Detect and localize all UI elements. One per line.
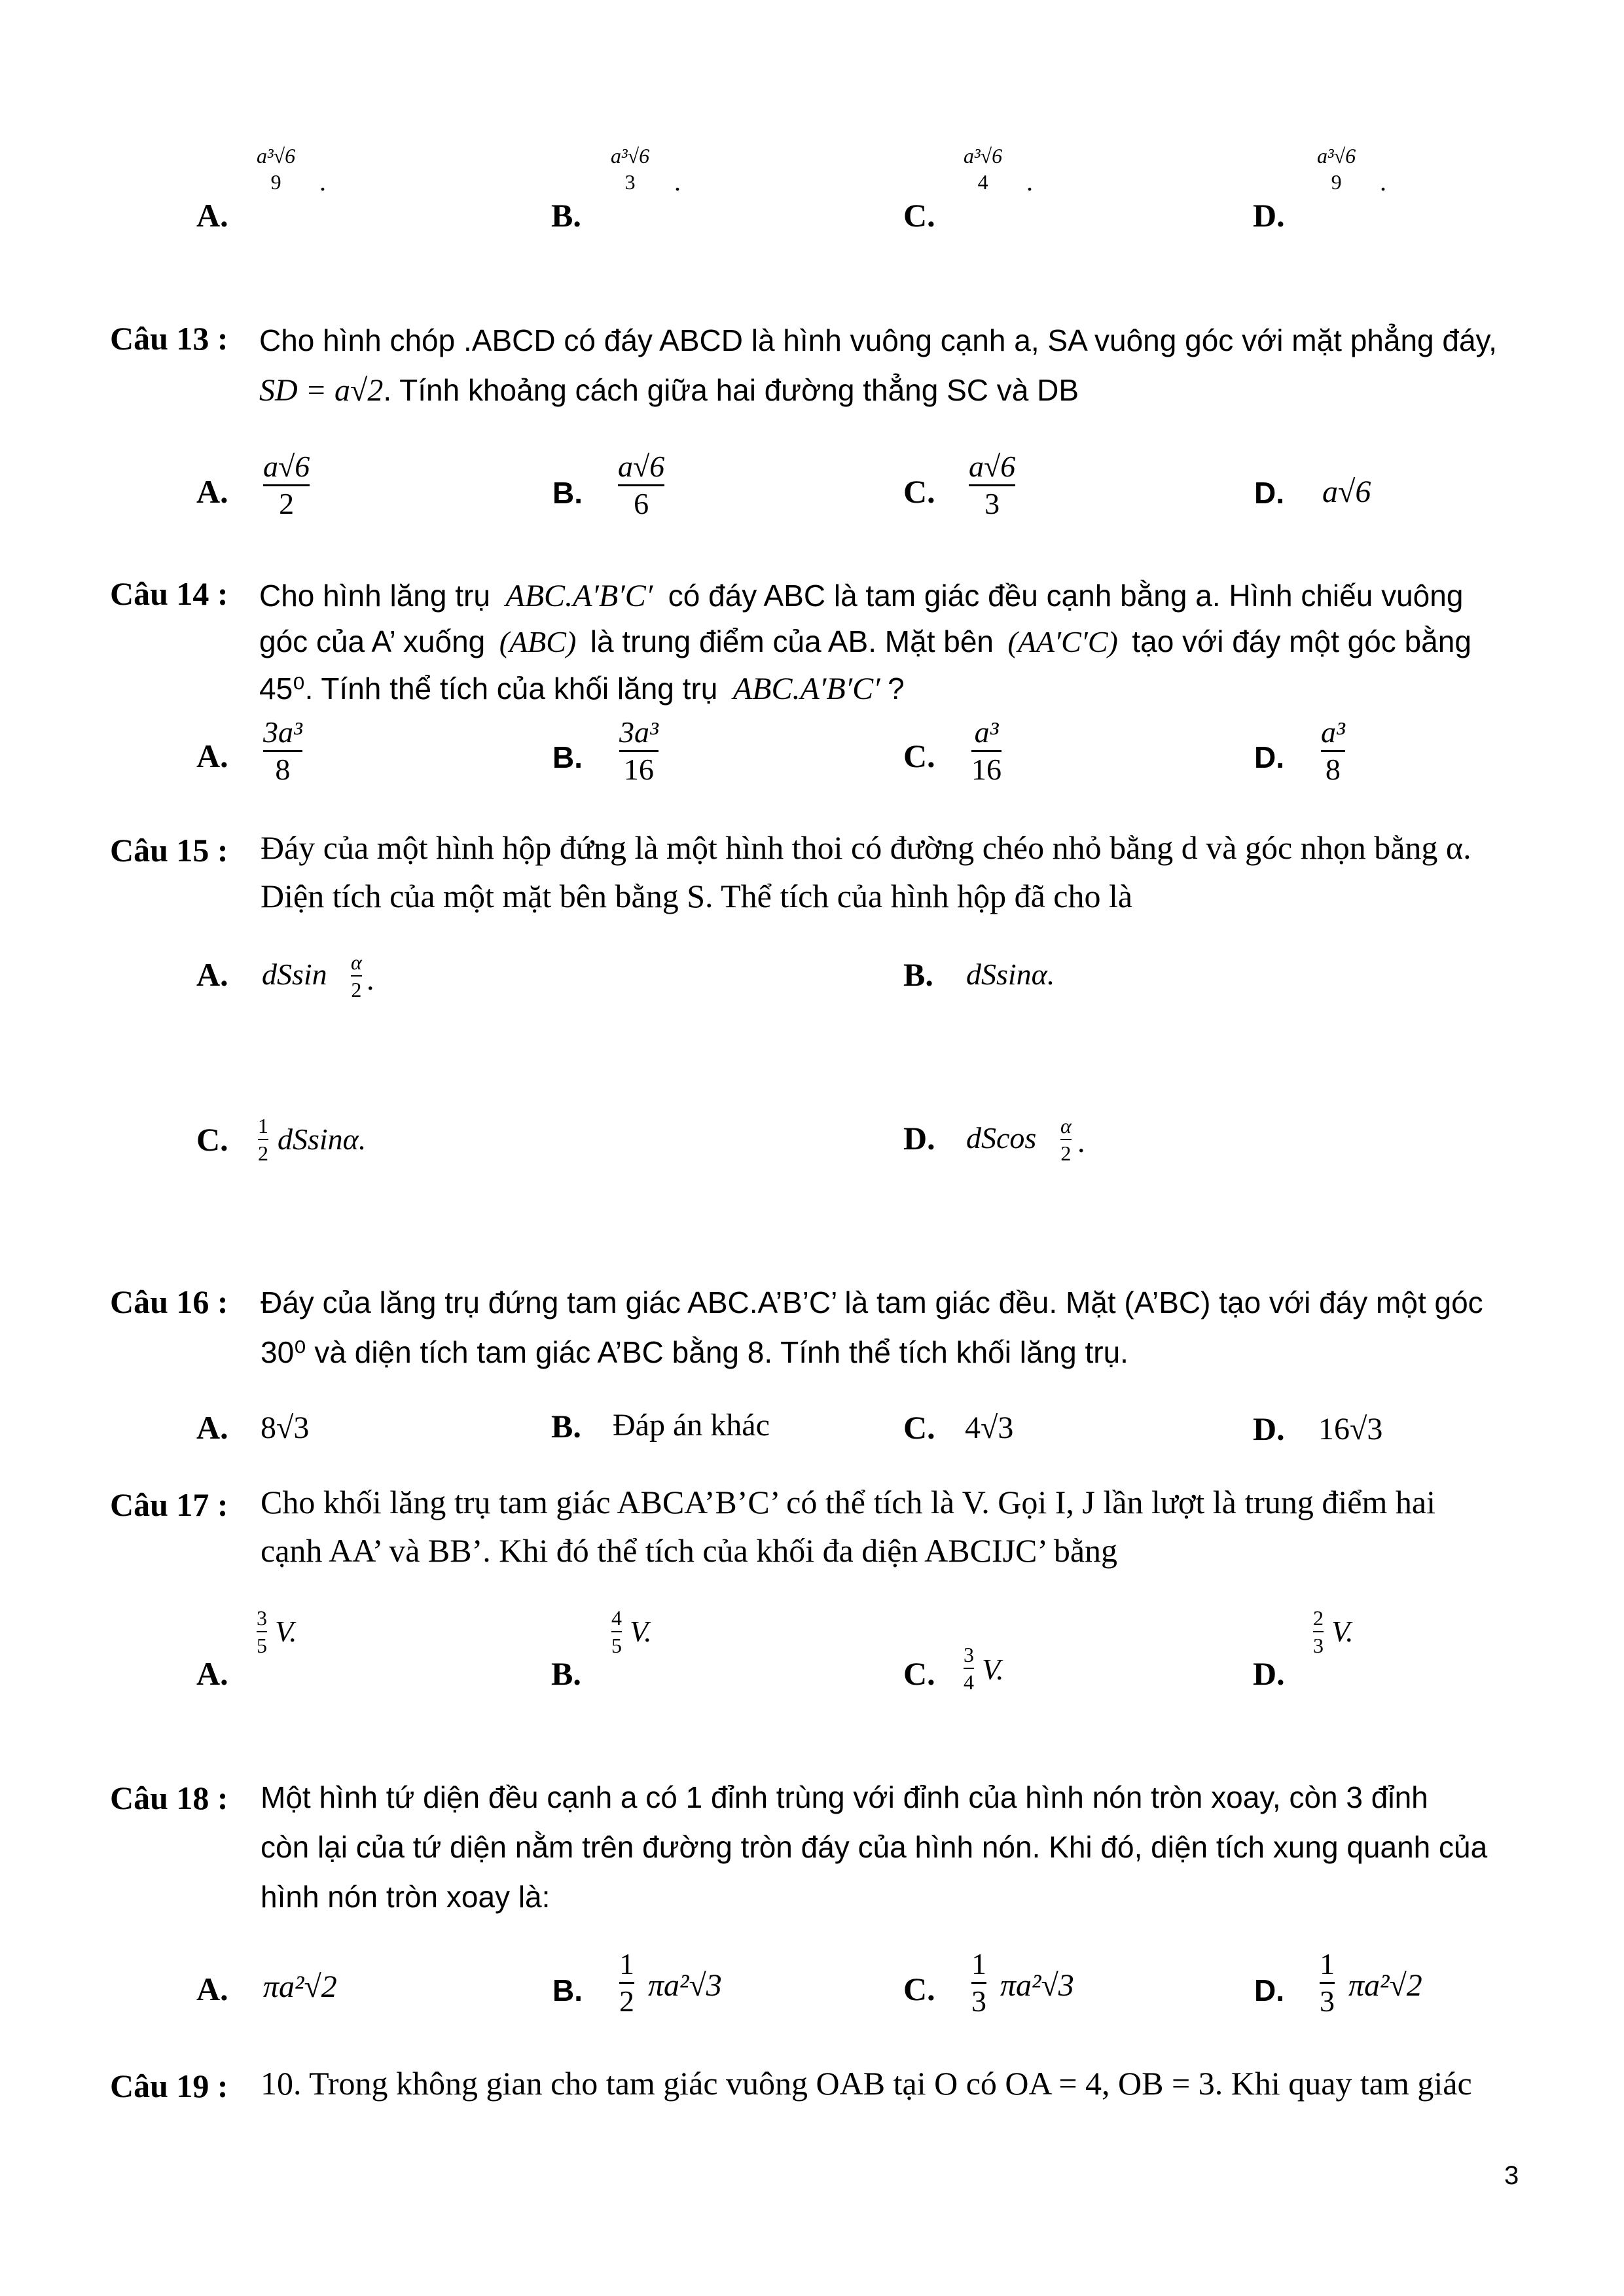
q15-option-b-value: dSsinα. xyxy=(966,958,1055,991)
q13-text-line1: Cho hình chóp .ABCD có đáy ABCD là hình vuông cạnh a, SA vuông góc với mặt phẳng đáy, xyxy=(259,323,1497,357)
q16-option-a-label: A. xyxy=(196,1409,228,1446)
q12-option-a-label: A. xyxy=(196,197,228,234)
q12-option-b-value xyxy=(611,143,649,195)
q14-l2b: là trung điểm của AB. Mặt bên xyxy=(590,624,994,658)
q13-a-num: a√6 xyxy=(263,450,310,483)
q13-b-num: a√6 xyxy=(618,450,665,483)
q17-c-den: 4 xyxy=(964,1670,974,1694)
q16-text-line1: Đáy của lăng trụ đứng tam giác ABC.A’B’C’ là tam giác đều. Mặt (A’BC) tạo với đáy một góc xyxy=(261,1285,1483,1319)
q14-b-num: 3a³ xyxy=(619,715,659,749)
q16-option-d-label: D. xyxy=(1253,1410,1285,1447)
q13-math-sd: SD = a√2 xyxy=(259,373,384,408)
q14-a-den: 8 xyxy=(275,753,291,786)
q17-label: Câu 17 : xyxy=(110,1486,228,1523)
q17-d-post: V. xyxy=(1331,1615,1354,1648)
q14-option-b-label: B. xyxy=(552,740,583,774)
q12-a-num: a³√6 xyxy=(257,144,296,168)
q18-option-a-label: A. xyxy=(196,1971,228,2007)
q12-a-period: . xyxy=(319,167,326,196)
q17-a-num: 3 xyxy=(257,1606,267,1630)
q17-d-num: 2 xyxy=(1313,1606,1324,1630)
q12-option-c-value xyxy=(964,143,1002,195)
q13-option-c-value xyxy=(969,449,1015,522)
q13-line2-text: . Tính khoảng cách giữa hai đường thẳng SC và DB xyxy=(383,373,1079,407)
q18-c-post: πa²√3 xyxy=(1000,1968,1074,2003)
q17-text-line1: Cho khối lăng trụ tam giác ABCA’B’C’ có thể tích là V. Gọi I, J lần lượt là trung điểm hai xyxy=(261,1484,1435,1520)
q15-option-c-frac xyxy=(258,1113,268,1166)
q13-c-num: a√6 xyxy=(969,450,1016,483)
q13-a-den: 2 xyxy=(279,487,295,520)
q13-option-d-value: a√6 xyxy=(1322,475,1371,509)
q14-c-den: 16 xyxy=(971,753,1001,786)
page-number: 3 xyxy=(1504,2161,1519,2190)
q18-text-line1: Một hình tứ diện đều cạnh a có 1 đỉnh trùng với đỉnh của hình nón tròn xoay, còn 3 đỉnh xyxy=(261,1780,1428,1814)
q15-c-num: 1 xyxy=(258,1114,268,1138)
q14-l1a: Cho hình lăng trụ xyxy=(259,579,490,613)
q14-text-line3 xyxy=(259,665,905,713)
q17-a-den: 5 xyxy=(257,1634,267,1657)
q18-b-post: πa²√3 xyxy=(648,1968,722,2003)
q15-a-num: α xyxy=(351,950,362,974)
q14-option-b-value xyxy=(619,715,659,787)
q14-a-num: 3a³ xyxy=(263,715,302,749)
q14-option-c-value xyxy=(971,715,1001,787)
q17-c-post: V. xyxy=(982,1653,1004,1686)
q16-option-d-value: 16√3 xyxy=(1318,1412,1383,1446)
q12-b-num: a³√6 xyxy=(611,144,650,168)
q18-b-num: 1 xyxy=(619,1947,634,1981)
q13-option-b-value xyxy=(618,449,664,522)
q13-b-den: 6 xyxy=(634,487,649,520)
q12-a-den: 9 xyxy=(270,170,281,194)
q18-option-a-value: πa²√2 xyxy=(263,1969,337,2004)
q14-l2a: góc của A’ xuống xyxy=(259,624,486,658)
q14-option-c-label: C. xyxy=(903,738,935,774)
q12-option-a-value xyxy=(257,143,295,195)
q18-b-den: 2 xyxy=(619,1984,634,2018)
q14-b-den: 16 xyxy=(623,753,654,786)
q15-d-pre: dScos xyxy=(966,1121,1037,1155)
q18-option-c-frac xyxy=(971,1946,986,2019)
q14-option-d-value xyxy=(1321,715,1345,787)
q14-d-den: 8 xyxy=(1325,753,1341,786)
q13-text-line2 xyxy=(259,370,1079,408)
q18-option-d-frac xyxy=(1320,1946,1335,2019)
q13-c-den: 3 xyxy=(984,487,1000,520)
q14-option-d-label: D. xyxy=(1254,740,1284,774)
q15-option-c-label: C. xyxy=(196,1121,228,1158)
q14-l3b: ? xyxy=(888,672,905,706)
q15-a-den: 2 xyxy=(351,978,362,1001)
q15-option-d-label: D. xyxy=(903,1120,935,1157)
q15-c-post: dSsinα. xyxy=(278,1122,367,1156)
q12-d-period: . xyxy=(1380,167,1386,196)
q12-d-den: 9 xyxy=(1331,170,1342,194)
q17-option-a-frac xyxy=(257,1605,267,1659)
q18-option-d-label: D. xyxy=(1254,1973,1284,2007)
q17-text-line2: cạnh AA’ và BB’. Khi đó thể tích của khối đa diện ABCIJC’ bằng xyxy=(261,1532,1118,1569)
q17-b-den: 5 xyxy=(611,1634,622,1657)
q15-d-num: α xyxy=(1060,1114,1072,1138)
q14-option-a-label: A. xyxy=(196,738,228,774)
q14-l3a: 45⁰. Tính thể tích của khối lăng trụ xyxy=(259,672,718,706)
q13-option-d-label: D. xyxy=(1254,476,1284,510)
q17-d-den: 3 xyxy=(1313,1634,1324,1657)
q15-option-a-label: A. xyxy=(196,956,228,993)
q17-option-d-label: D. xyxy=(1253,1655,1285,1692)
q16-option-b-value: Đáp án khác xyxy=(613,1408,770,1443)
q19-label: Câu 19 : xyxy=(110,2068,228,2104)
q17-option-a-label: A. xyxy=(196,1655,228,1692)
q18-option-b-label: B. xyxy=(552,1973,583,2007)
q13-option-c-label: C. xyxy=(903,473,935,510)
q15-option-a-frac xyxy=(351,949,362,1003)
q18-option-b-frac xyxy=(619,1946,634,2019)
q12-c-den: 4 xyxy=(977,170,988,194)
q17-b-post: V. xyxy=(630,1615,652,1648)
q14-d-num: a³ xyxy=(1321,715,1345,749)
q12-option-b-label: B. xyxy=(551,197,581,234)
q15-text-line1: Đáy của một hình hộp đứng là một hình thoi có đường chéo nhỏ bằng d và góc nhọn bằng α. xyxy=(261,829,1471,866)
q16-option-c-label: C. xyxy=(903,1409,935,1446)
q16-option-a-value: 8√3 xyxy=(261,1410,310,1445)
q16-option-c-value: 4√3 xyxy=(965,1410,1014,1445)
q17-a-post: V. xyxy=(275,1615,297,1648)
q17-option-c-label: C. xyxy=(903,1655,935,1692)
q12-option-d-value xyxy=(1317,143,1356,195)
q17-c-num: 3 xyxy=(964,1643,974,1666)
q12-d-num: a³√6 xyxy=(1317,144,1356,168)
q18-c-den: 3 xyxy=(971,1984,986,2018)
q13-option-b-label: B. xyxy=(552,476,583,510)
q14-l1b: có đáy ABC là tam giác đều cạnh bằng a. Hình chiếu vuông xyxy=(668,579,1464,613)
q14-option-a-value xyxy=(263,715,302,787)
q15-label: Câu 15 : xyxy=(110,832,228,869)
q12-option-d-label: D. xyxy=(1253,197,1285,234)
q18-d-post: πa²√2 xyxy=(1348,1968,1422,2003)
q18-text-line3: hình nón tròn xoay là: xyxy=(261,1880,550,1914)
q17-b-num: 4 xyxy=(611,1606,622,1630)
q15-c-den: 2 xyxy=(258,1141,268,1165)
q18-text-line2: còn lại của tứ diện nằm trên đường tròn đáy của hình nón. Khi đó, diện tích xung quanh của xyxy=(261,1830,1488,1864)
q14-l1-math: ABC.A′B′C′ xyxy=(505,579,653,613)
q14-l2-math2: (AA′C′C) xyxy=(1007,625,1118,658)
q15-a-pre: dSsin xyxy=(262,958,327,991)
q13-label: Câu 13 : xyxy=(110,320,228,357)
q18-c-num: 1 xyxy=(971,1947,986,1981)
q15-a-post: . xyxy=(367,963,374,996)
q14-l3-math: ABC.A′B′C′ xyxy=(732,672,880,706)
q14-l2c: tạo với đáy một góc bằng xyxy=(1132,624,1471,658)
q12-b-den: 3 xyxy=(624,170,636,194)
q14-l2-math1: (ABC) xyxy=(499,625,577,658)
q13-option-a-value xyxy=(263,449,310,522)
q17-option-b-frac xyxy=(611,1605,622,1659)
q17-option-d-frac xyxy=(1313,1605,1324,1659)
q16-option-b-label: B. xyxy=(551,1408,581,1444)
q15-option-d-frac xyxy=(1060,1113,1072,1166)
q12-option-c-label: C. xyxy=(903,197,935,234)
q14-label: Câu 14 : xyxy=(110,575,228,612)
q13-option-a-label: A. xyxy=(196,473,228,510)
q16-text-line2: 30⁰ và diện tích tam giác A’BC bằng 8. Tính thể tích khối lăng trụ. xyxy=(261,1335,1128,1369)
q17-option-c-frac xyxy=(964,1641,974,1695)
q18-d-num: 1 xyxy=(1320,1947,1335,1981)
q16-label: Câu 16 : xyxy=(110,1283,228,1320)
q15-d-post: . xyxy=(1077,1125,1085,1158)
q15-option-b-label: B. xyxy=(903,956,933,993)
q12-c-period: . xyxy=(1026,167,1033,196)
q12-c-num: a³√6 xyxy=(964,144,1003,168)
q14-text-line2 xyxy=(259,618,1471,666)
q15-d-den: 2 xyxy=(1060,1141,1072,1165)
q12-b-period: . xyxy=(674,167,681,196)
q18-d-den: 3 xyxy=(1320,1984,1335,2018)
q17-option-b-label: B. xyxy=(551,1655,581,1692)
q14-text-line1 xyxy=(259,572,1463,620)
q19-text-line1: 10. Trong không gian cho tam giác vuông OAB tại O có OA = 4, OB = 3. Khi quay tam giác xyxy=(261,2065,1472,2102)
q15-text-line2: Diện tích của một mặt bên bằng S. Thể tích của hình hộp đã cho là xyxy=(261,878,1133,914)
q18-label: Câu 18 : xyxy=(110,1780,228,1816)
q18-option-c-label: C. xyxy=(903,1971,935,2007)
q14-c-num: a³ xyxy=(974,715,999,749)
